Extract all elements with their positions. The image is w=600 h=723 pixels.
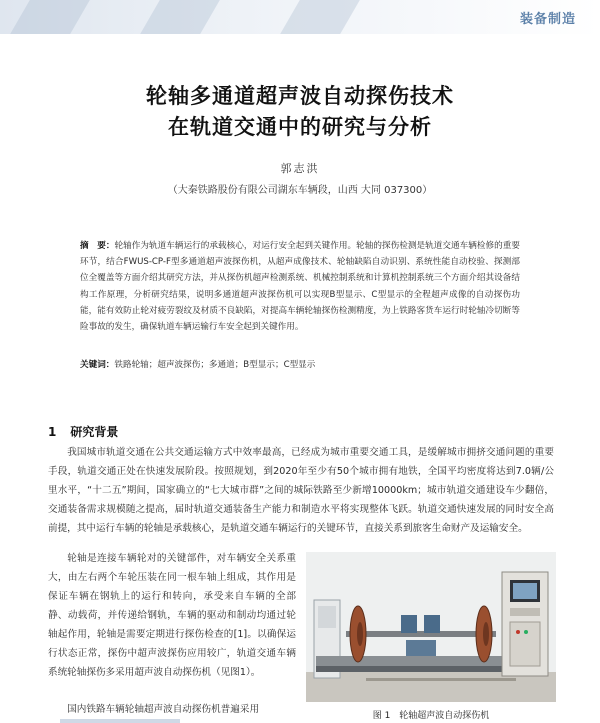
machine-illustration — [306, 552, 556, 702]
section-number: 1 — [48, 425, 57, 439]
banner-stripe — [10, 0, 90, 34]
abstract-label: 摘 要： — [80, 241, 115, 251]
banner-stripe — [280, 0, 360, 34]
header-banner — [0, 0, 600, 34]
figure-caption: 图 1 轮轴超声波自动探伤机 — [372, 711, 490, 721]
keywords — [80, 358, 520, 370]
section-title: 研究背景 — [70, 425, 119, 439]
body-paragraph: 我国城市轨道交通在公共交通运输方式中效率最高，已经成为城市重要交通工具，是缓解城市拥挤交通问题的重要手段，轨道交通正处在快速发展阶段。按照规划，到2020年至少有50个城市拥有地铁，全国平均密度将达到7.0辆/公里水平，“十二五”期间，国家确立的“七大城市群”之间的城际铁路至少新增10000km；城市轨道交通建设车少翻倍，交通装备需求规模随之提高，届时轨道交通装备生产能力和制造水平将实现整体飞跃。轨道交通快速发展的同时安全高前提，其中运行车辆的轮轴是承载核心，是轨道交通车辆运行的关键环节，直接关系到旅客生命财产及运输安全。 — [48, 447, 554, 534]
abstract-text: 轮轴作为轨道车辆运行的承载核心，对运行安全起到关键作用。轮轴的探伤检测是轨道交通车辆检修的重要环节，结合FWUS-CP-F型多通道超声波探伤机，从超声成像技术、轮轴缺陷自动识别、系统性能自动校验、探测部位全覆盖等方面介绍其研究方法，并从探伤机超声检测系统、机械控制系统和计算机控制系统三个方面介绍其设备结构工作原理，分析研究结果，说明多通道超声波探伤机可以实现B型显示、C型显示的全程超声成像的自动探伤功能，能有效防止轮对疲劳裂纹及材质不良缺陷，对提高车辆轮轴探伤检测精度，为上铁路客货车运行时轮轴冷切断等险事故的发生，确保轨道车辆运输行车安全起到关键作用。 — [80, 241, 520, 333]
banner-stripe — [140, 0, 220, 34]
author-name: 郭志洪 — [280, 162, 320, 175]
keywords-label: 关键词： — [80, 360, 115, 370]
footer-decoration — [60, 719, 180, 723]
section-label: 装备制造 — [519, 12, 576, 27]
section-heading — [48, 423, 118, 440]
body-paragraph: 轮轴是连接车辆轮对的关键部件，对车辆安全关系重大，由左右两个车轮压装在同一根车轴上组成，其作用是保证车辆在钢轨上的运行和转向，承受来自车辆的全部静、动载荷，并传递给钢轨，车辆的驱动和制动均通过轮轴起作用，轮轴是需要定期进行探伤检查的[1]。以确保运行状态正常，探伤中超声波探伤应用较广，轨道交通车辆系统轮轴探伤多采用超声波自动探伤机（见图1）。 — [48, 553, 296, 678]
keywords-text: 铁路轮轴；超声波探伤；多通道；B型显示；C型显示 — [114, 360, 316, 370]
author-affiliation: （大秦铁路股份有限公司湖东车辆段，山西 大同 037300） — [167, 185, 433, 196]
abstract — [80, 238, 520, 335]
article-title-line2: 在轨道交通中的研究与分析 — [168, 115, 432, 139]
article-title-line1: 轮轴多通道超声波自动探伤技术 — [146, 84, 454, 108]
figure-wheelset-machine — [306, 552, 556, 702]
body-paragraph: 国内铁路车辆轮轴超声波自动探伤机普遍采用 — [67, 704, 260, 715]
